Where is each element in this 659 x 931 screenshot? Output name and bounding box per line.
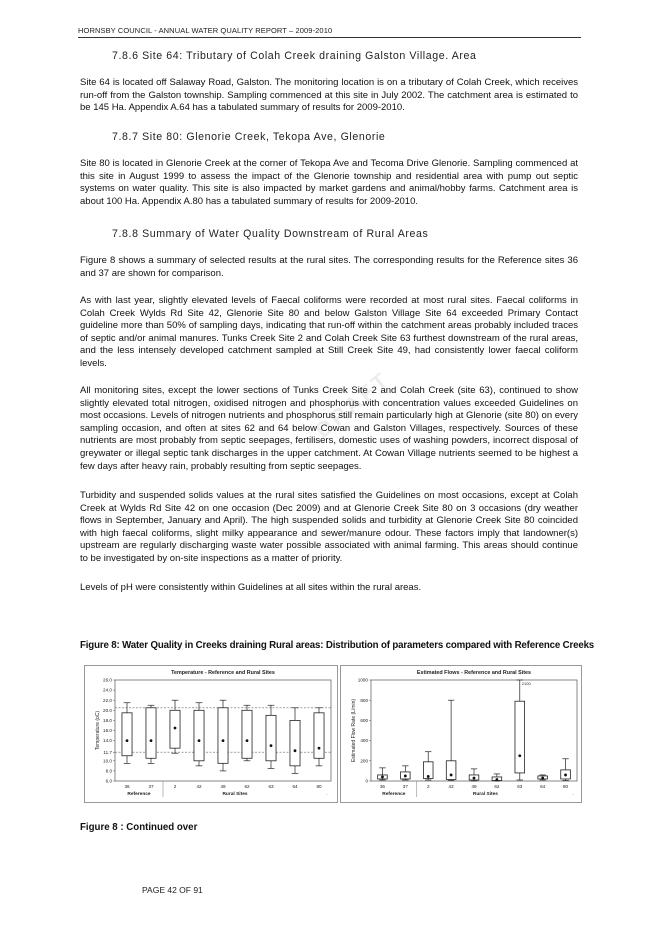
iqr-box	[218, 708, 228, 764]
flow-group-dot: .	[572, 792, 574, 797]
flow-box-42	[446, 700, 456, 780]
flow-title: Estimated Flows - Reference and Rural Sites	[416, 670, 532, 676]
temperature-xtick-label: 49	[220, 784, 226, 789]
median-point	[564, 774, 567, 777]
flow-xtick-label: 64	[540, 784, 546, 789]
flow-box-64	[538, 775, 548, 780]
flow-xtick-label: 80	[562, 784, 569, 789]
temperature-ytick-label: 26.0	[103, 677, 112, 683]
flow-box-2	[423, 752, 433, 780]
temperature-box-36	[122, 703, 132, 764]
flow-ytick-label: 0	[365, 778, 368, 784]
median-point	[246, 739, 249, 742]
iqr-box	[194, 710, 204, 761]
temperature-xtick-label: 42	[196, 784, 202, 789]
temperature-ytick-label: 10.0	[103, 758, 112, 764]
flow-xtick-label: 63	[517, 784, 523, 789]
temperature-ytick-label: 22.0	[103, 697, 112, 703]
median-point	[294, 749, 297, 752]
temperature-xtick-label: 37	[148, 784, 154, 789]
temperature-ytick-label: 20.0	[103, 707, 112, 713]
paragraph-summary-intro: Figure 8 shows a summary of selected results at the rural sites. The corresponding results for the Reference sites 36 and 37 are shown for comparison.	[80, 255, 578, 279]
median-point	[450, 774, 453, 777]
paragraph-faecal-coliforms: As with last year, slightly elevated levels of Faecal coliforms were recorded at most rural sites. Faecal coliforms in Colah Creek Wylds Rd Site 42, Glenorie Site 80 and below Galston Village Site 64 exceeded Primary Contact guideline more than 50% of sampling days, indicating that run-off within the catchment areas probably included traces of septic and/or animal manures. Tunks Creek Site 2 and Colah Creek Site 63 furthest downstream of the rural areas, and the less intensely developed catchment sampled at Still Creek Site 49, had consistently lower faecal coliform levels.	[80, 295, 578, 369]
iqr-box	[146, 708, 156, 759]
flow-boxplot-svg	[341, 666, 581, 802]
median-point	[222, 739, 225, 742]
temperature-group-reference: Reference	[127, 792, 151, 797]
paragraph-site-80: Site 80 is located in Glenorie Creek at the corner of Tekopa Ave and Tecoma Drive Glenorie. Sampling commenced at this site in August 1999 to assess the impact of the Glenorie township and residential area with pump out septic systems on water quality. This site is also impacted by market gardens and animal/hobby farms. Catchment area is about 100 Ha. Appendix A.80 has a tabulated summary of results for 2009-2010.	[80, 158, 578, 207]
flow-box-80	[561, 759, 571, 781]
section-heading-7-8-8: 7.8.8 Summary of Water Quality Downstream of Rural Areas	[112, 228, 429, 240]
median-point	[427, 775, 430, 778]
median-point	[318, 747, 321, 750]
temperature-ytick-label: 11.7	[103, 749, 112, 755]
flow-box-36	[378, 768, 388, 780]
temperature-box-80	[314, 708, 324, 766]
flow-xtick-label: 2	[426, 784, 430, 789]
flow-xtick-label: 36	[379, 784, 386, 789]
temperature-ylabel: Temperature (oC)	[95, 710, 101, 751]
median-point	[150, 739, 153, 742]
median-point	[198, 739, 201, 742]
temperature-xtick-label: 36	[124, 784, 130, 789]
median-point	[126, 739, 129, 742]
temperature-box-64	[290, 708, 300, 774]
temperature-ytick-label: 14.0	[103, 738, 112, 744]
flow-group-reference: Reference	[382, 792, 406, 797]
section-heading-7-8-7: 7.8.7 Site 80: Glenorie Creek, Tekopa Ave, Glenorie	[112, 131, 386, 143]
flow-xtick-label: 42	[448, 784, 454, 789]
flow-box-49	[469, 769, 479, 781]
flow-xtick-label: 49	[471, 784, 477, 789]
flow-ytick-label: 1000	[357, 677, 368, 683]
flow-ytick-label: 600	[360, 718, 368, 723]
flow-box-62	[492, 774, 502, 781]
median-point	[381, 776, 384, 779]
flow-xtick-label: 37	[402, 784, 408, 789]
temperature-title: Temperature - Reference and Rural Sites	[171, 670, 275, 676]
median-point	[270, 744, 273, 747]
flow-xtick-label: 62	[494, 784, 500, 789]
temperature-ytick-label: 6.0	[105, 778, 112, 784]
temperature-ytick-label: 16.0	[103, 728, 112, 734]
page-number: PAGE 42 OF 91	[142, 885, 203, 895]
header-rule	[78, 37, 581, 38]
flow-annotation: 2100	[521, 681, 531, 686]
draft-watermark: DRAFT	[310, 366, 395, 443]
flow-ytick-label: 200	[360, 758, 368, 764]
flow-box-37	[401, 766, 411, 780]
flow-ytick-label: 800	[360, 697, 368, 703]
iqr-box	[314, 713, 324, 758]
temperature-xtick-label: 2	[173, 784, 177, 789]
temperature-box-37	[146, 705, 156, 763]
flow-boxplot	[340, 665, 582, 803]
figure-caption: Figure 8: Water Quality in Creeks draining Rural areas: Distribution of parameters compared with Reference Creeks	[80, 640, 595, 651]
median-point	[473, 777, 476, 780]
iqr-box	[266, 715, 276, 760]
temperature-xtick-label: 63	[268, 784, 274, 789]
temperature-group-dot: .	[326, 792, 328, 797]
flow-ylabel: Estimated Flow Rate (L/min)	[351, 698, 357, 763]
temperature-boxplot	[84, 665, 338, 803]
temperature-box-49	[218, 700, 228, 771]
temperature-ytick-label: 24.0	[103, 687, 112, 693]
iqr-box	[242, 710, 252, 758]
temperature-ytick-label: 18.0	[103, 718, 112, 723]
flow-group-rural: Rural Sites	[472, 792, 498, 797]
figure-continued-note: Figure 8 : Continued over	[80, 822, 198, 833]
section-heading-7-8-6: 7.8.6 Site 64: Tributary of Colah Creek draining Galston Village. Area	[112, 50, 477, 62]
iqr-box	[446, 761, 456, 780]
paragraph-ph: Levels of pH were consistently within Guidelines at all sites within the rural areas.	[80, 582, 422, 593]
temperature-xtick-label: 62	[244, 784, 250, 789]
iqr-box	[122, 713, 132, 756]
flow-plot-frame	[371, 680, 577, 781]
paragraph-site-64: Site 64 is located off Salaway Road, Galston. The monitoring location is on a tributary of Colah Creek, which receives run-off from the Galston township. Sampling commenced at this site in July 2002. The catchment area is estimated to be 145 Ha. Appendix A.64 has a tabulated summary of results for 2009-2010.	[80, 77, 578, 114]
temperature-box-62	[242, 705, 252, 761]
temperature-group-rural: Rural Sites	[222, 792, 248, 797]
temperature-xtick-label: 80	[316, 784, 322, 789]
temperature-box-2	[170, 700, 180, 753]
temperature-ytick-label: 8.0	[105, 768, 112, 774]
iqr-box	[515, 701, 525, 773]
median-point	[541, 777, 544, 780]
median-point	[495, 778, 498, 781]
temperature-xtick-label: 64	[292, 784, 298, 789]
temperature-box-63	[266, 705, 276, 768]
temperature-box-42	[194, 703, 204, 766]
temperature-boxplot-svg	[85, 666, 337, 802]
median-point	[518, 754, 521, 757]
flow-box-63	[515, 680, 525, 780]
flow-ytick-label: 400	[360, 738, 368, 744]
median-point	[404, 775, 407, 778]
iqr-box	[290, 720, 300, 765]
paragraph-nutrients: All monitoring sites, except the lower sections of Tunks Creek Site 2 and Colah Creek (site 63), continued to show slightly elevated total nitrogen, oxidised nitrogen and phosphorus with concentration values exceeded Guidelines on most occasions. Levels of nitrogen nutrients and phosphorus still remain particularly high at Glenorie (site 80) on every sampling occasion, and often at sites 62 and 64 below Cowan and Galston Villages, respectively. Sources of these nutrients are most probably from septic seepages, fertilisers, domestic uses of washing powders, incorrect disposal of greywater or illegal septic tank discharges in the upper catchment. At Cowan Village nutrients seemed to be highest a few days after heavy rain, probably resulting from septic seepages.	[80, 385, 578, 472]
paragraph-turbidity: Turbidity and suspended solids values at the rural sites satisfied the Guidelines on most occasions, except at Colah Creek at Wylds Rd Site 42 on one occasion (Dec 2009) and at Glenorie Creek Site 80 on 3 occasions (dry weather flows in September, January and April). The high suspended solids and turbidity at Glenorie Creek Site 80 coincided with high faecal coliforms, slight milky appearance and sewer/manure odour. These factors imply that landowner(s) upstream are regularly discharging waste water possible associated with animal farming. This areas should continue to be investigated by on-site inspections as a matter of priority.	[80, 490, 578, 564]
report-header: HORNSBY COUNCIL - ANNUAL WATER QUALITY REPORT – 2009-2010	[78, 26, 333, 35]
median-point	[174, 727, 177, 730]
